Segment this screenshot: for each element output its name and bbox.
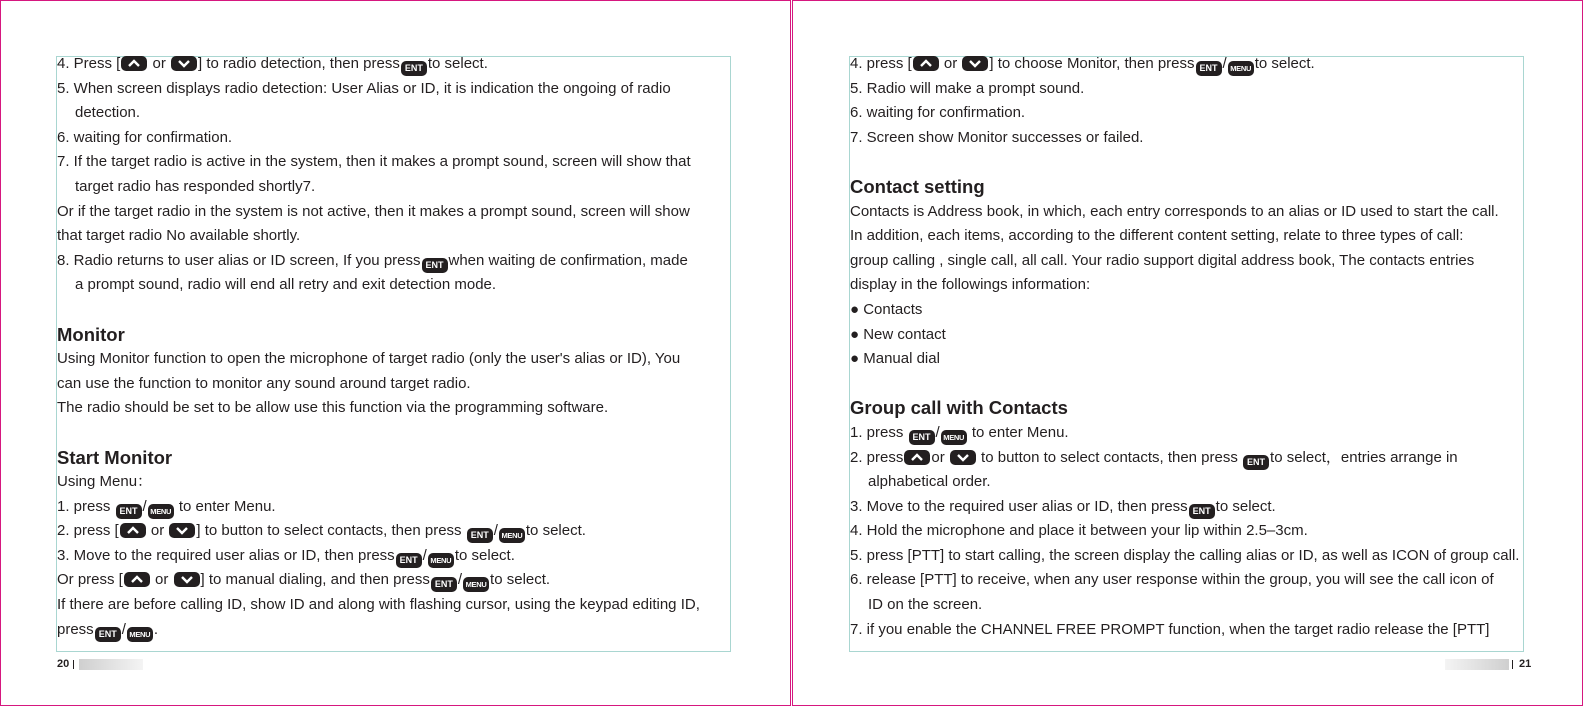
text-line: The radio should be set to be allow use this function via the programming software.: [57, 399, 609, 417]
text-line: that target radio No available shortly.: [57, 227, 301, 245]
step-line: 2. press [ or ] to button to select contacts, then press ENT / MENU to select.: [57, 519, 757, 544]
down-key-icon: [171, 56, 197, 71]
menu-key-icon: MENU: [428, 553, 454, 568]
text-line: Using Menu：: [57, 473, 153, 491]
step-line: 5. Radio will make a prompt sound.: [850, 79, 1085, 97]
step-line: 6. waiting for confirmation.: [850, 104, 1026, 122]
step-line: a prompt sound, radio will end all retry and exit detection mode.: [75, 276, 497, 294]
step-line: 3. Move to the required user alias or ID, then press ENT / MENU to select.: [57, 544, 757, 569]
down-key-icon: [169, 523, 195, 538]
ent-key-icon: ENT: [396, 553, 422, 568]
ent-key-icon: ENT: [95, 627, 121, 642]
section-heading-start-monitor: Start Monitor: [57, 446, 173, 468]
ent-key-icon: ENT: [909, 430, 935, 445]
text-line: If there are before calling ID, show ID and along with flashing cursor, using the keypad editing ID,: [57, 596, 700, 614]
up-key-icon: [913, 56, 939, 71]
step-line: detection.: [75, 104, 141, 122]
menu-key-icon: MENU: [499, 528, 525, 543]
page-number-right: 21: [1519, 658, 1532, 670]
step-line: Or press [ or ] to manual dialing, and then press ENT / MENU to select.: [57, 568, 757, 593]
text-line: Using Monitor function to open the microphone of target radio (only the user's alias or ID), You: [57, 350, 681, 368]
step-line: 8. Radio returns to user alias or ID screen, If you press ENT when waiting de confirmation, made: [57, 249, 757, 274]
ent-key-icon: ENT: [422, 258, 448, 273]
section-heading-contact-setting: Contact setting: [850, 175, 985, 197]
page-number-left: 20: [57, 658, 70, 670]
section-heading-monitor: Monitor: [57, 323, 125, 345]
text-line: Or if the target radio in the system is not active, then it makes a prompt sound, screen will show: [57, 202, 690, 220]
right-column: [850, 52, 1550, 642]
bullet-item: ● Manual dial: [850, 350, 940, 368]
footer-gradient-bar: [1445, 659, 1509, 670]
text-line: group calling , single call, all call. Your radio support digital address book, The contacts entries: [850, 251, 1475, 269]
step-line: 6. waiting for confirmation.: [57, 128, 233, 146]
step-line: 4. press [ or ] to choose Monitor, then press ENT / MENU to select.: [850, 52, 1550, 77]
step-line: 4. Hold the microphone and place it between your lip within 2.5–3cm.: [850, 522, 1308, 540]
menu-key-icon: MENU: [463, 577, 489, 592]
step-line: 6. release [PTT] to receive, when any user response within the group, you will see the call icon of: [850, 571, 1494, 589]
down-key-icon: [174, 572, 200, 587]
step-line: ID on the screen.: [868, 596, 983, 614]
bullet-item: ● Contacts: [850, 300, 923, 318]
menu-key-icon: MENU: [941, 430, 967, 445]
text-line: display in the followings information:: [850, 276, 1091, 294]
step-line: 4. Press [ or ] to radio detection, then press ENT to select.: [57, 52, 757, 77]
step-line: 1. press ENT / MENU to enter Menu.: [850, 421, 1550, 446]
ent-key-icon: ENT: [116, 504, 142, 519]
text-line: can use the function to monitor any sound around target radio.: [57, 374, 471, 392]
up-key-icon: [904, 450, 930, 465]
step-line: 7. If the target radio is active in the system, then it makes a prompt sound, screen will show that: [57, 153, 691, 171]
ent-key-icon: ENT: [401, 61, 427, 76]
menu-key-icon: MENU: [127, 627, 153, 642]
footer-divider: [1512, 660, 1513, 669]
ent-key-icon: ENT: [467, 528, 493, 543]
step-line: 5. When screen displays radio detection: User Alias or ID, it is indication the ongoing of radio: [57, 79, 671, 97]
text-line: press ENT / MENU .: [57, 618, 757, 643]
step-line: 3. Move to the required user alias or ID, then press ENT to select.: [850, 495, 1550, 520]
step-line: alphabetical order.: [868, 473, 991, 491]
footer-divider: [73, 660, 74, 669]
menu-key-icon: MENU: [1228, 61, 1254, 76]
bullet-item: ● New contact: [850, 325, 946, 343]
step-line: 2. press or to button to select contacts, then press ENT to select，entries arrange in: [850, 446, 1550, 471]
section-heading-group-call: Group call with Contacts: [850, 397, 1068, 419]
left-column: [57, 52, 757, 642]
text-line: In addition, each items, according to the different content setting, relate to three types of call:: [850, 227, 1464, 245]
up-key-icon: [120, 523, 146, 538]
ent-key-icon: ENT: [431, 577, 457, 592]
step-line: target radio has responded shortly7.: [75, 177, 316, 195]
step-line: 1. press ENT / MENU to enter Menu.: [57, 495, 757, 520]
ent-key-icon: ENT: [1243, 455, 1269, 470]
down-key-icon: [950, 450, 976, 465]
up-key-icon: [124, 572, 150, 587]
step-line: 5. press [PTT] to start calling, the screen display the calling alias or ID, as well as ICON of group call.: [850, 546, 1520, 564]
ent-key-icon: ENT: [1189, 504, 1215, 519]
step-line: 7. if you enable the CHANNEL FREE PROMPT function, when the target radio release the [PTT]: [850, 620, 1490, 638]
ent-key-icon: ENT: [1196, 61, 1222, 76]
up-key-icon: [121, 56, 147, 71]
text-line: Contacts is Address book, in which, each entry corresponds to an alias or ID used to start the call.: [850, 202, 1499, 220]
menu-key-icon: MENU: [148, 504, 174, 519]
down-key-icon: [962, 56, 988, 71]
footer-gradient-bar: [79, 659, 143, 670]
step-line: 7. Screen show Monitor successes or failed.: [850, 128, 1144, 146]
